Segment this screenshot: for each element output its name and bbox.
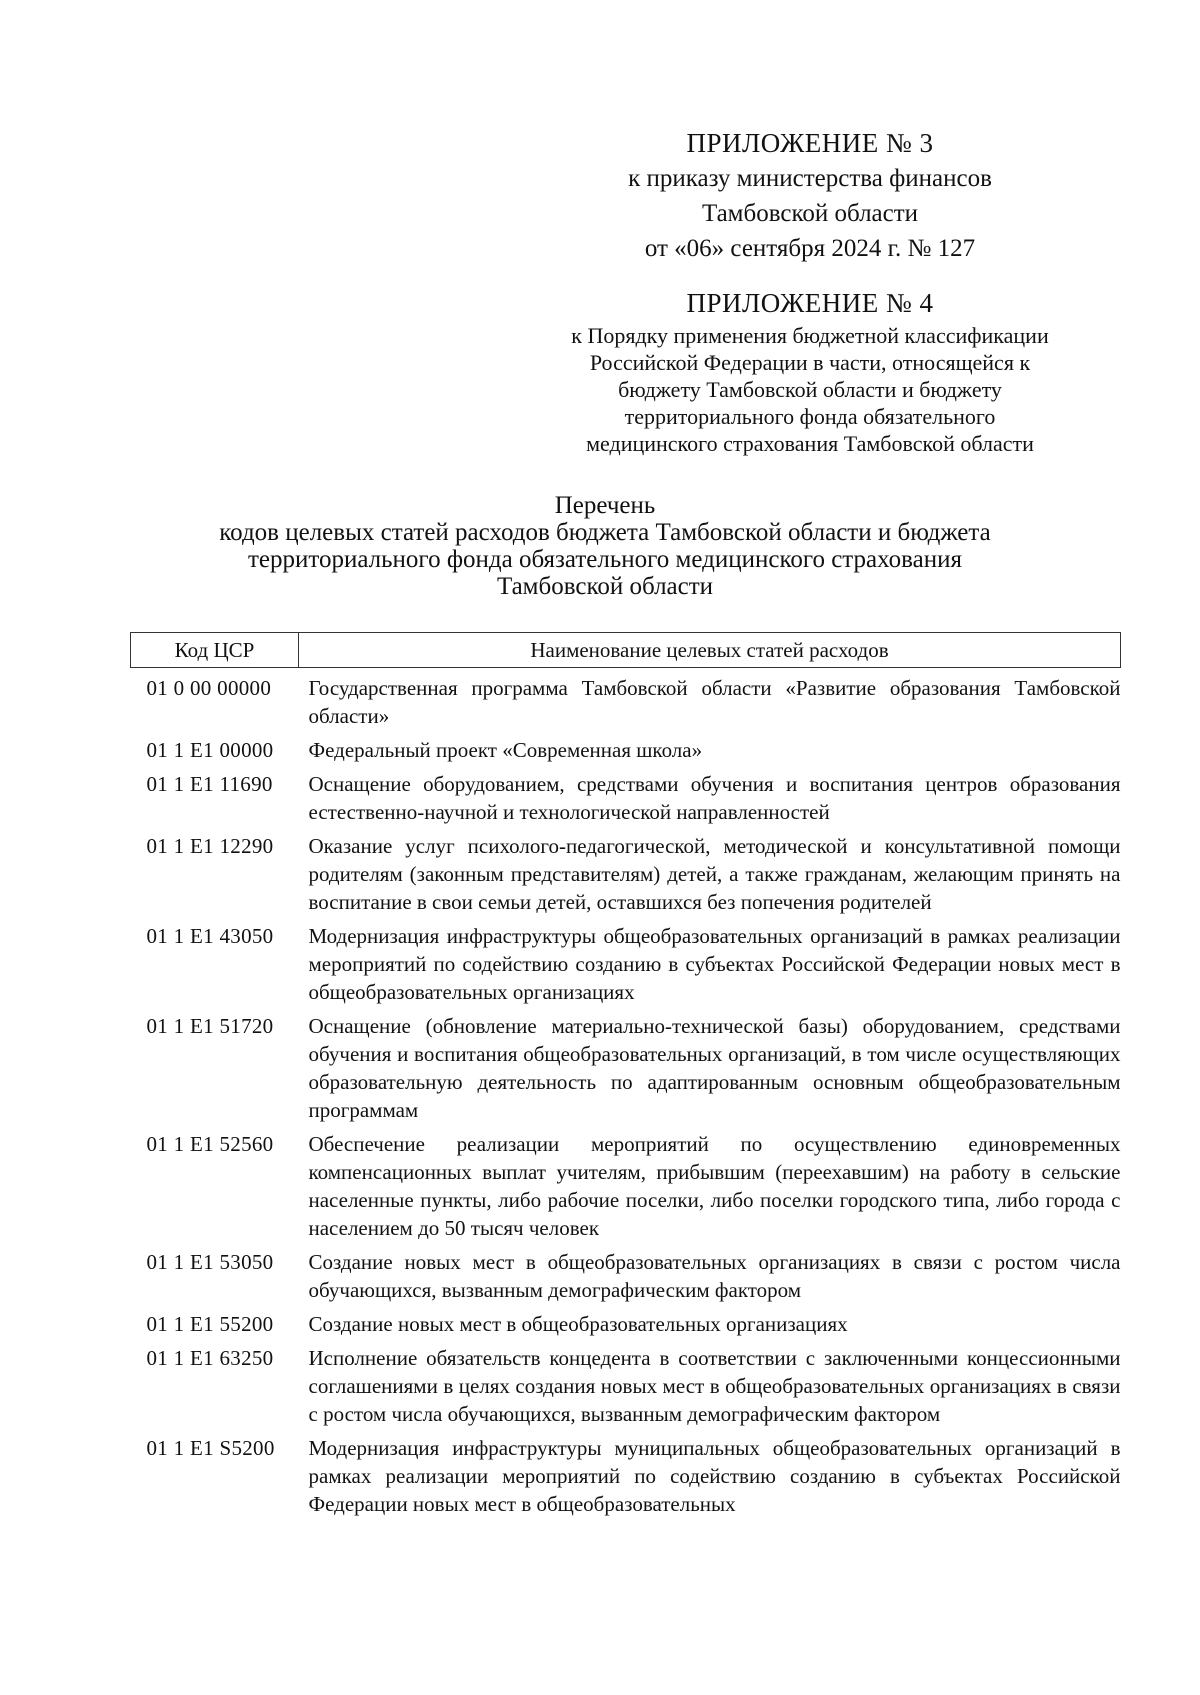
appendix-3-block [590,126,1030,266]
row-name: Государственная программа Тамбовской области «Развитие образования Тамбовской области» [308,676,1121,728]
heading-line-2: кодов целевых статей расходов бюджета Тамбовской области и бюджета [219,519,991,546]
appendix-3-line-3: от «06» сентября 2024 г. № 127 [644,235,976,262]
row-name: Создание новых мест в общеобразовательных организациях в связи с ростом числа обучающихся, вызванным демографическим фактором [308,1250,1121,1302]
table-row [131,1245,1121,1307]
heading-line-3: территориального фонда обязательного медицинского страхования [247,546,963,573]
appendix-4-line-1: к Порядку применения бюджетной классификации [571,323,1049,348]
appendix-4-line-4: территориального фонда обязательного [624,404,996,429]
row-name: Создание новых мест в общеобразовательных организациях [308,1312,848,1336]
header-name: Наименование целевых статей расходов [299,633,1121,668]
heading-line-4: Тамбовской области [496,573,714,600]
row-code: 01 1 E1 53050 [146,1250,274,1274]
table-row [131,733,1121,767]
table-row [131,767,1121,829]
row-name: Обеспечение реализации мероприятий по осуществлению единовременных компенсационных выплат учителям, прибывшим (переехавшим) на работу в сельские населенные пункты, либо рабочие поселки, либо поселки городского типа, либо города с населением до 50 тысяч человек [308,1132,1121,1240]
row-code: 01 1 E1 52560 [146,1132,274,1156]
codes-table-wrapper [130,632,1120,1521]
row-code: 01 1 E1 S5200 [146,1436,275,1460]
row-name: Исполнение обязательств концедента в соответствии с заключенными концессионными соглашениями в целях создания новых мест в общеобразовательных организациях в связи с ростом числа обучающихся, вызванным демографическим фактором [308,1346,1121,1426]
appendix-4-line-5: медицинского страхования Тамбовской области [586,431,1034,456]
row-code: 01 0 00 00000 [146,676,272,700]
table-row [131,919,1121,1009]
row-code: 01 1 E1 43050 [146,924,274,948]
table-header [131,633,1121,668]
row-code: 01 1 E1 51720 [146,1014,274,1038]
row-name: Оснащение оборудованием, средствами обучения и воспитания центров образования естественно-научной и технологической направленностей [308,772,1121,824]
appendix-4-block [545,284,1075,457]
table-body [131,668,1121,1522]
appendix-3-line-2: Тамбовской области [701,200,919,227]
table-row [131,1341,1121,1431]
row-code: 01 1 E1 63250 [146,1346,274,1370]
appendix-3-title: ПРИЛОЖЕНИЕ № 3 [686,128,934,158]
appendix-3-line-1: к приказу министерства финансов [628,165,992,192]
table-row [131,1431,1121,1521]
table-row [131,1127,1121,1245]
appendix-4-title: ПРИЛОЖЕНИЕ № 4 [686,288,934,318]
row-name: Федеральный проект «Современная школа» [308,738,703,762]
appendix-4-line-2: Российской Федерации в части, относящейся к [589,350,1031,375]
row-code: 01 1 E1 00000 [146,738,274,762]
header-code: Код ЦСР [131,633,299,668]
table-row [131,1009,1121,1127]
codes-table [130,632,1121,1521]
row-name: Оказание услуг психолого-педагогической, методической и консультативной помощи родителям (законным представителям) детей, а также гражданам, желающим принять на воспитание в свои семьи детей, оставшихся без попечения родителей [308,834,1121,914]
table-row [131,1307,1121,1341]
row-name: Модернизация инфраструктуры общеобразовательных организаций в рамках реализации мероприятий по содействию созданию в субъектах Российской Федерации новых мест в общеобразовательных организациях [308,924,1121,1004]
row-name: Модернизация инфраструктуры муниципальных общеобразовательных организаций в рамках реализации мероприятий по содействию созданию в субъектах Российской Федерации новых мест в общеобразовательных [308,1436,1121,1516]
heading-line-1: Перечень [554,492,656,519]
appendix-4-line-3: бюджету Тамбовской области и бюджету [618,377,1002,402]
table-row [131,829,1121,919]
row-name: Оснащение (обновление материально-технической базы) оборудованием, средствами обучения и воспитания общеобразовательных организаций, в том числе осуществляющих образовательную деятельность по адаптированным основным общеобразовательным программам [308,1014,1121,1122]
row-code: 01 1 E1 55200 [146,1312,274,1336]
table-row [131,668,1121,734]
row-code: 01 1 E1 11690 [146,772,273,796]
document-heading [140,492,1070,600]
row-code: 01 1 E1 12290 [146,834,274,858]
